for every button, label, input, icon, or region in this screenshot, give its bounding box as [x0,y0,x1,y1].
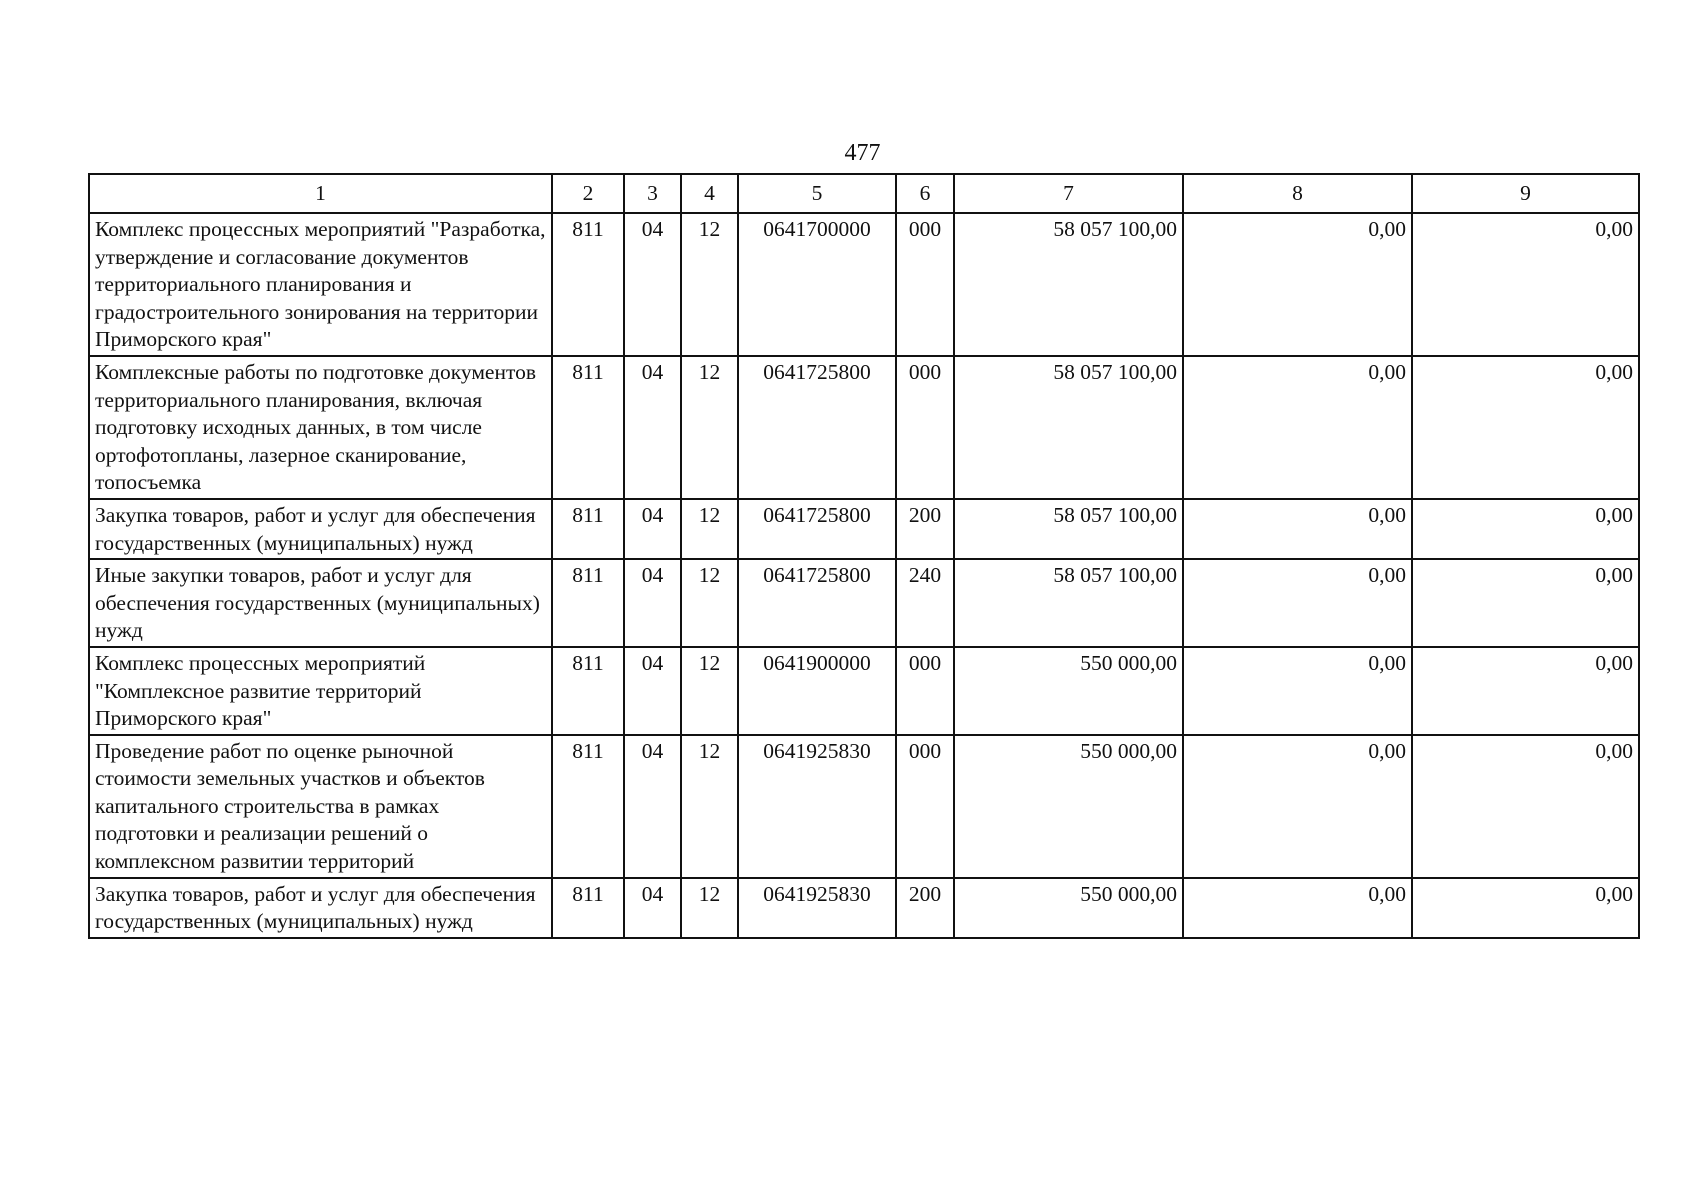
column-header: 9 [1412,174,1639,213]
expense-type-code: 000 [896,213,954,356]
amount-col-8: 0,00 [1183,559,1412,647]
amount-col-9: 0,00 [1412,213,1639,356]
expense-type-code: 000 [896,356,954,499]
section-code: 04 [624,735,681,878]
column-header: 4 [681,174,738,213]
expense-type-code: 200 [896,499,954,559]
table-row [89,878,1639,938]
amount-col-9: 0,00 [1412,878,1639,938]
amount-col-9: 0,00 [1412,735,1639,878]
target-article-code: 0641925830 [738,878,896,938]
expense-type-code: 000 [896,735,954,878]
ministry-code: 811 [552,213,624,356]
subsection-code: 12 [681,559,738,647]
table-row [89,735,1639,878]
ministry-code: 811 [552,559,624,647]
item-name: Проведение работ по оценке рыночной стоимости земельных участков и объектов капитального строительства в рамках подготовки и реализации решений о комплексном развитии территорий [89,735,552,878]
column-header: 2 [552,174,624,213]
subsection-code: 12 [681,213,738,356]
ministry-code: 811 [552,356,624,499]
expense-type-code: 240 [896,559,954,647]
amount-col-8: 0,00 [1183,878,1412,938]
amount-col-9: 0,00 [1412,559,1639,647]
target-article-code: 0641725800 [738,499,896,559]
amount-col-8: 0,00 [1183,213,1412,356]
table-row [89,559,1639,647]
amount-col-8: 0,00 [1183,356,1412,499]
column-header: 7 [954,174,1183,213]
amount-col-7: 58 057 100,00 [954,213,1183,356]
expense-type-code: 200 [896,878,954,938]
item-name: Комплексные работы по подготовке документов территориального планирования, включая подготовку исходных данных, в том числе ортофотопланы, лазерное сканирование, топосъемка [89,356,552,499]
ministry-code: 811 [552,878,624,938]
target-article-code: 0641725800 [738,356,896,499]
section-code: 04 [624,559,681,647]
table-row [89,499,1639,559]
target-article-code: 0641725800 [738,559,896,647]
amount-col-7: 550 000,00 [954,735,1183,878]
column-header: 8 [1183,174,1412,213]
column-header: 5 [738,174,896,213]
expense-type-code: 000 [896,647,954,735]
table-row [89,647,1639,735]
section-code: 04 [624,647,681,735]
ministry-code: 811 [552,735,624,878]
column-header: 3 [624,174,681,213]
ministry-code: 811 [552,647,624,735]
amount-col-9: 0,00 [1412,356,1639,499]
amount-col-8: 0,00 [1183,735,1412,878]
item-name: Комплекс процессных мероприятий "Разработка, утверждение и согласование документов территориального планирования и градостроительного зонирования на территории Приморского края" [89,213,552,356]
column-header: 1 [89,174,552,213]
target-article-code: 0641700000 [738,213,896,356]
amount-col-7: 58 057 100,00 [954,499,1183,559]
table-row [89,213,1639,356]
amount-col-7: 58 057 100,00 [954,559,1183,647]
amount-col-7: 550 000,00 [954,878,1183,938]
subsection-code: 12 [681,878,738,938]
subsection-code: 12 [681,647,738,735]
header-row [89,174,1639,213]
section-code: 04 [624,499,681,559]
section-code: 04 [624,356,681,499]
subsection-code: 12 [681,735,738,878]
amount-col-7: 550 000,00 [954,647,1183,735]
item-name: Закупка товаров, работ и услуг для обеспечения государственных (муниципальных) нужд [89,878,552,938]
budget-table [88,173,1640,939]
amount-col-8: 0,00 [1183,647,1412,735]
ministry-code: 811 [552,499,624,559]
item-name: Иные закупки товаров, работ и услуг для обеспечения государственных (муниципальных) нужд [89,559,552,647]
subsection-code: 12 [681,499,738,559]
target-article-code: 0641925830 [738,735,896,878]
target-article-code: 0641900000 [738,647,896,735]
item-name: Комплекс процессных мероприятий "Комплексное развитие территорий Приморского края" [89,647,552,735]
section-code: 04 [624,213,681,356]
item-name: Закупка товаров, работ и услуг для обеспечения государственных (муниципальных) нужд [89,499,552,559]
amount-col-9: 0,00 [1412,647,1639,735]
subsection-code: 12 [681,356,738,499]
amount-col-8: 0,00 [1183,499,1412,559]
page-number: 477 [844,140,881,166]
amount-col-7: 58 057 100,00 [954,356,1183,499]
column-header: 6 [896,174,954,213]
section-code: 04 [624,878,681,938]
table-row [89,356,1639,499]
amount-col-9: 0,00 [1412,499,1639,559]
